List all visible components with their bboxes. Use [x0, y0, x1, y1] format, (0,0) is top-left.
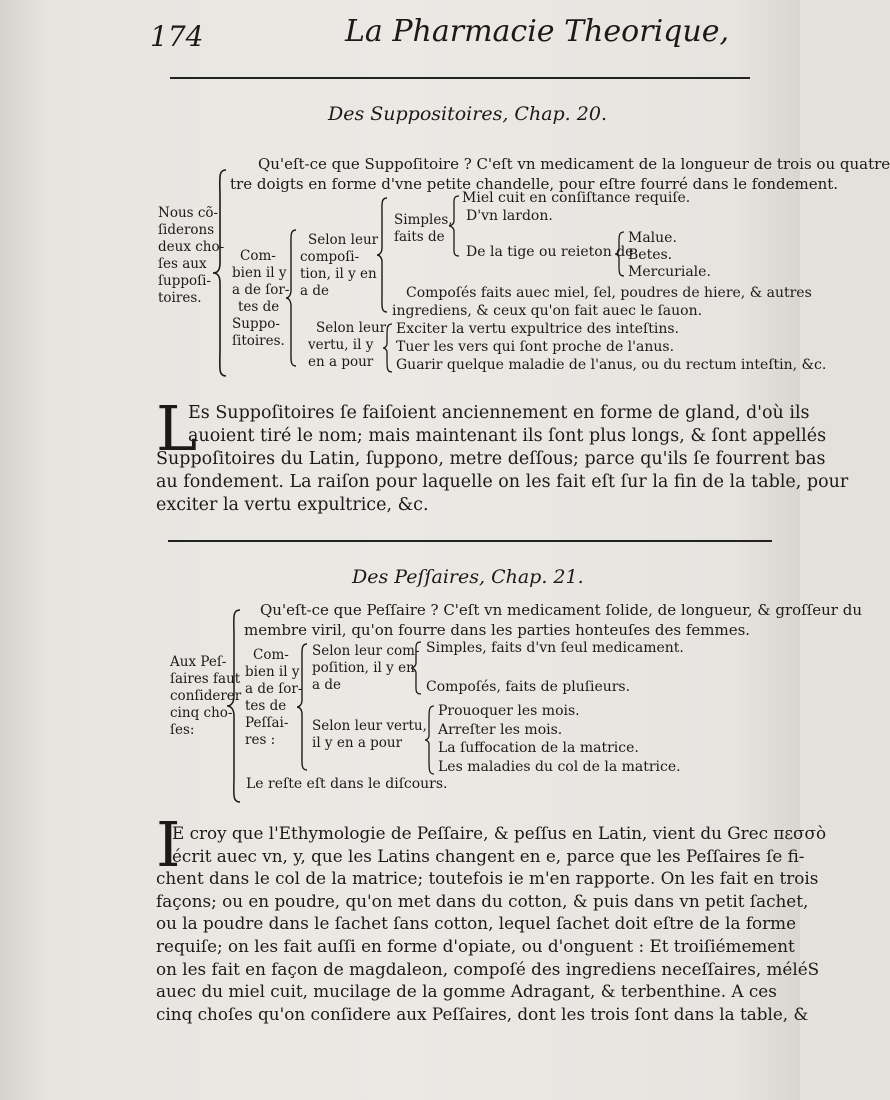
c20-root-line: toires.: [158, 290, 202, 306]
c20-comb-line: tes de: [238, 299, 280, 315]
plant-item: Mercuriale.: [628, 264, 711, 280]
c20-compo-line: compoſi-: [300, 249, 360, 265]
c21-vertu-brace: [424, 704, 436, 776]
vertu-item: Tuer les vers qui ſont proche de l'anus.: [396, 339, 675, 355]
section-rule: [168, 540, 772, 542]
chapter-20-title: Des Suppositoires, Chap. 20.: [328, 103, 607, 125]
c21-root-brace: [226, 608, 244, 804]
c20-composes-line: Compoſés faits auec miel, ſel, poudres de hiere, & autres: [406, 285, 812, 301]
c20-tige: De la tige ou reieton de: [466, 244, 634, 260]
c20-composes: [392, 284, 812, 320]
c21-dropcap: I: [156, 808, 181, 881]
c21-comb-line: tes de: [245, 698, 287, 714]
c20-miel: Miel cuit en conſiſtance requiſe.: [462, 190, 691, 206]
c20-simples: [394, 212, 453, 246]
c20-comb-line: a de ſor-: [232, 282, 290, 298]
c21-comb-brace: [296, 642, 310, 772]
c21-compo-brace: [410, 640, 424, 696]
c21-reste: Le reſte eſt dans le diſcours.: [246, 776, 448, 792]
c21-comb-line: res :: [245, 732, 276, 748]
c20-def-line: tre doigts en forme d'vne petite chandelle, pour eſtre fourré dans le fondement.: [230, 175, 839, 193]
c20-root-line: Nous cõ-: [158, 205, 219, 221]
c21-vertu-line: il y en a pour: [312, 735, 403, 751]
c21-vertus: [438, 702, 681, 776]
vertu-item: Les maladies du col de la matrice.: [438, 758, 681, 775]
c20-compo-line: a de: [300, 283, 329, 299]
c20-composes-line: ingrediens, & ceux qu'on fait auec le ſauon.: [392, 303, 703, 319]
c21-para-line: ou la poudre dans le ſachet ſans cotton, lequel ſachet doit eſtre de la forme: [156, 913, 797, 934]
c21-root-line: ſes:: [170, 722, 195, 738]
header-rule: [170, 77, 750, 79]
c20-para-line: Suppoſitoires du Latin, ſuppono, metre deſſous; parce qu'ils ſe fourrent bas: [156, 449, 826, 469]
c20-dropcap: L: [156, 392, 198, 465]
c20-simples-line: Simples,: [394, 212, 453, 228]
c21-composes: Compoſés, faits de pluſieurs.: [426, 679, 631, 695]
c21-root-line: Aux Peſ-: [170, 654, 227, 670]
plant-item: Betes.: [628, 247, 673, 263]
c20-comb-line: Com-: [240, 248, 276, 264]
c20-vertu-line: Selon leur: [316, 320, 387, 336]
c20-simples-line: faits de: [394, 229, 445, 245]
c20-root-brace: [212, 168, 232, 378]
chapter-21-title: Des Peſſaires, Chap. 21.: [352, 566, 584, 588]
c20-def-line: Qu'eſt-ce que Suppoſitoire ? C'eſt vn medicament de la longueur de trois ou quatre: [258, 155, 890, 173]
c21-simples: Simples, faits d'vn ſeul medicament.: [426, 640, 684, 656]
c21-def-line: membre viril, qu'on fourre dans les parties honteuſes des femmes.: [244, 621, 751, 639]
c20-para-line: exciter la vertu expultrice, &c.: [156, 495, 429, 515]
c20-plants-brace: [614, 230, 626, 278]
c21-compo-line: poſition, il y en: [312, 660, 415, 676]
c20-paragraph: [156, 402, 848, 517]
c20-selon-compo: [300, 232, 378, 300]
c20-para-line: auoient tiré le nom; mais maintenant ils ſont plus longs, & ſont appellés: [188, 426, 827, 446]
c20-vertu-line: vertu, il y: [308, 337, 374, 353]
running-title: La Pharmacie Theorique,: [345, 14, 729, 49]
vertu-item: Guarir quelque maladie de l'anus, ou du rectum inteſtin, &c.: [396, 357, 827, 373]
c21-selon-compo: [312, 643, 419, 694]
c21-root-line: cinq cho-: [170, 705, 233, 721]
c21-def-line: Qu'eſt-ce que Peſſaire ? C'eſt vn medicament ſolide, de longueur, & groſſeur du: [260, 601, 863, 619]
c20-vertus: [396, 320, 826, 374]
c21-compo-line: a de: [312, 677, 341, 693]
c21-para-line: auec du miel cuit, mucilage de la gomme Adragant, & terbenthine. A ces: [156, 981, 777, 1002]
c20-compo-brace: [376, 196, 390, 314]
c21-comb-line: Peſſai-: [245, 715, 289, 731]
c20-comb-line: Suppo-: [232, 316, 280, 332]
c20-vertu-line: en a pour: [308, 354, 374, 370]
c21-compo-line: Selon leur com-: [312, 643, 420, 659]
c21-root-line: ſaires faut: [170, 671, 241, 687]
c21-para-line: on les fait en façon de magdaleon, compoſé des ingrediens neceſſaires, méléS: [156, 958, 820, 979]
c20-root-line: ſuppoſi-: [158, 273, 211, 289]
c21-definition: [244, 600, 862, 640]
c20-root-line: ſiderons: [158, 222, 215, 238]
c20-plants: [628, 230, 711, 281]
c21-root-line: conſiderer: [170, 688, 242, 704]
c21-paragraph: [156, 822, 826, 1025]
c21-comb-line: Com-: [253, 647, 289, 663]
c20-compo-line: tion, il y en: [300, 266, 377, 282]
c21-comb-label: [245, 647, 302, 749]
c20-comb-brace: [285, 228, 299, 368]
c20-vertu-brace: [382, 322, 394, 374]
c21-para-line: façons; ou en poudre, qu'on met dans du cotton, & puis dans vn petit ſachet,: [156, 890, 809, 911]
c20-root-line: deux cho-: [158, 239, 225, 255]
c21-para-line: requiſe; on les fait auſſi en forme d'opiate, ou d'onguent : Et troiſiémement: [156, 935, 795, 956]
page-number: 174: [150, 20, 204, 53]
c20-definition: [230, 154, 890, 194]
vertu-item: Arreſter les mois.: [438, 721, 563, 738]
c20-root-line: ſes aux: [158, 256, 207, 272]
c21-para-line: chent dans le col de la matrice; toutefois ie m'en rapporte. On les fait en trois: [156, 868, 819, 889]
c20-simples-brace: [448, 194, 462, 258]
c21-comb-line: bien il y: [245, 664, 300, 680]
vertu-item: Exciter la vertu expultrice des inteſtins.: [396, 321, 679, 337]
vertu-item: La ſuffocation de la matrice.: [438, 740, 639, 756]
c20-comb-label: [232, 248, 289, 350]
c20-compo-line: Selon leur: [308, 232, 379, 248]
vertu-item: Prouoquer les mois.: [438, 703, 580, 719]
c20-comb-line: bien il y: [232, 265, 287, 281]
c20-comb-line: ſitoires.: [232, 333, 285, 349]
plant-item: Malue.: [628, 230, 677, 246]
c21-para-line: écrit auec vn, y, que les Latins changent en e, parce que les Peſſaires ſe fi-: [172, 845, 805, 866]
c20-selon-vertu: [308, 320, 386, 371]
c21-selon-vertu: [312, 718, 427, 752]
c21-para-line: E croy que l'Ethymologie de Peſſaire, & peſſus en Latin, vient du Grec πεσσὸ: [172, 823, 827, 843]
c20-para-line: Es Suppoſitoires ſe faiſoient anciennement en forme de gland, d'où ils: [188, 403, 810, 423]
c20-lardon: D'vn lardon.: [466, 208, 553, 224]
c21-para-line: cinq choſes qu'on conſidere aux Peſſaires, dont les trois ſont dans la table, &: [156, 1003, 809, 1024]
c21-comb-line: a de ſor-: [245, 681, 303, 697]
c20-para-line: au fondement. La raiſon pour laquelle on les fait eſt ſur la fin de la table, pour: [156, 472, 849, 492]
c21-vertu-line: Selon leur vertu,: [312, 718, 427, 734]
